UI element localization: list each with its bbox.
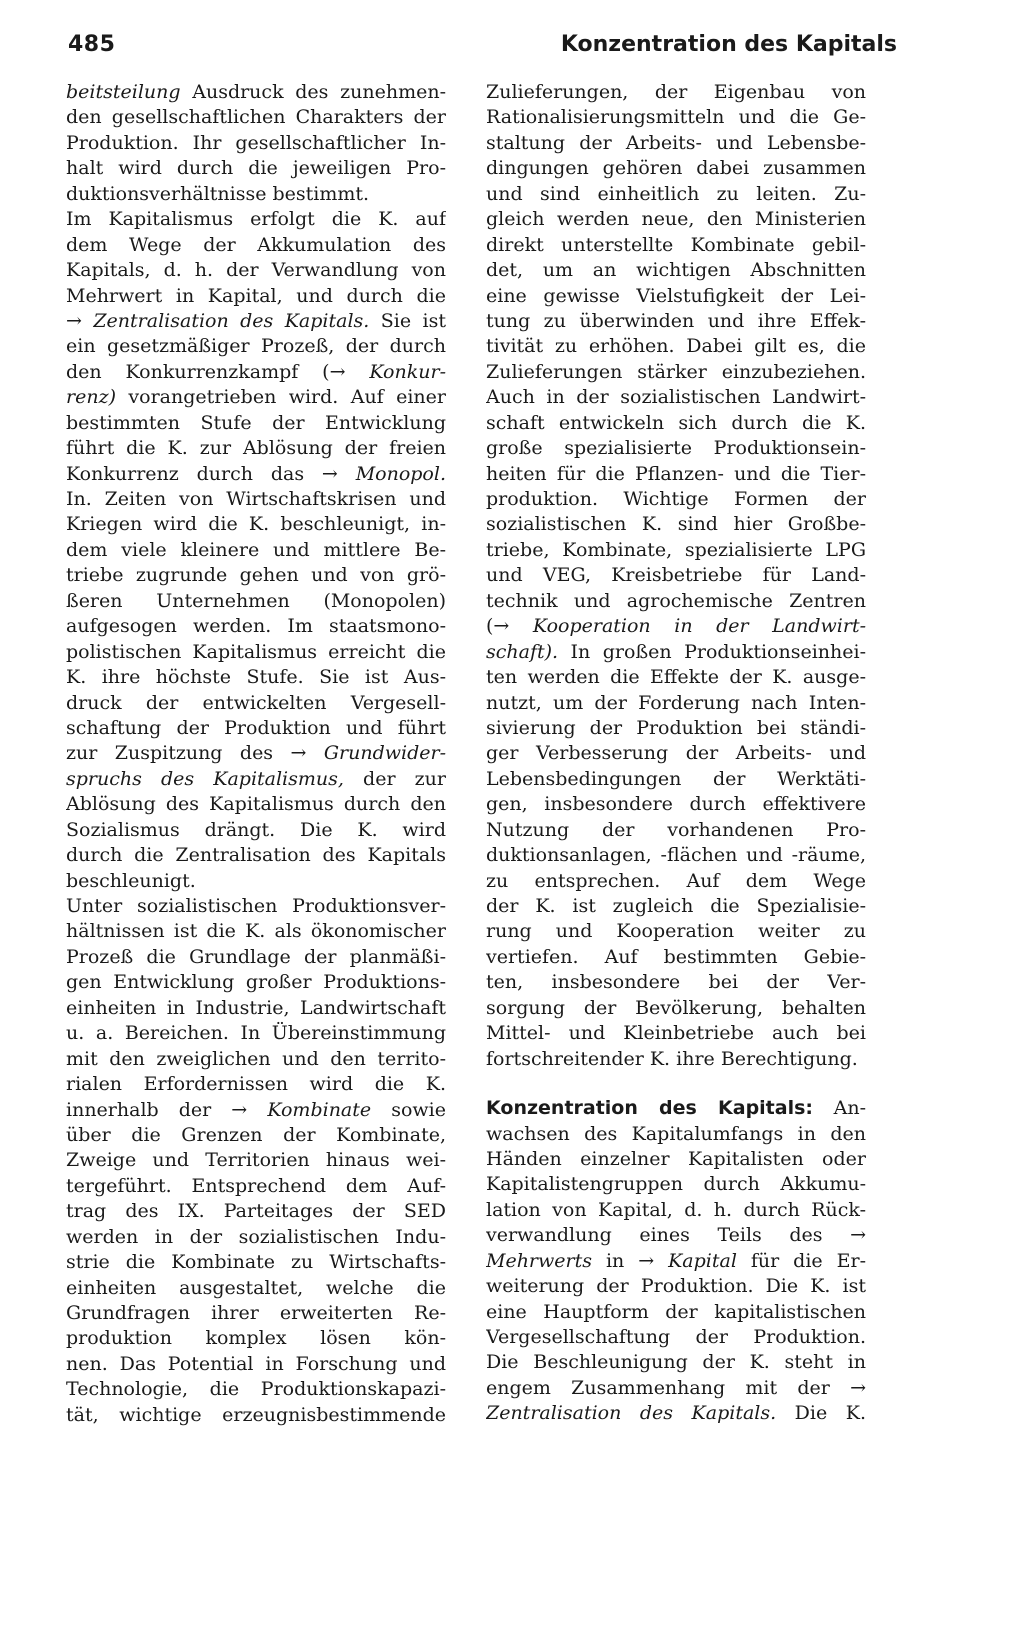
text-run: Vergesellschaftung der Produktion. [486,1326,866,1348]
text-run: Produktion. Ihr gesellschaftlicher In- [66,131,446,154]
text-line [486,1274,866,1299]
text-line [486,80,866,105]
cross-reference: Mehrwerts [486,1249,592,1272]
text-line [486,1096,866,1121]
text-run: ten, insbesondere bei der Ver- [486,971,866,994]
text-line [66,360,446,385]
text-line [66,1250,446,1275]
text-run: und sind einheitlich zu leiten. Zu- [486,182,866,205]
text-line [486,640,866,665]
text-line [486,691,866,716]
text-run: einheiten ausgestaltet, welche die [66,1276,446,1299]
text-run: mit den zweiglichen und den territo- [66,1047,446,1070]
text-run: schaft entwickeln sich durch die K. [486,411,866,434]
text-run: dingungen gehören dabei zusammen [486,157,866,180]
text-line [66,131,446,156]
cross-reference: Grundwider- [323,742,446,765]
text-run: Ablösung des Kapitalismus durch den [66,793,446,816]
text-line [66,385,446,410]
entry-headword: Konzentration des Kapitals: [486,1097,814,1120]
text-run: Grundfragen ihrer erweiterten Re- [66,1302,446,1324]
text-run: dem viele kleinere und mittlere Be- [66,538,446,561]
text-line [486,792,866,817]
text-run: hältnissen ist die K. als ökonomischer [66,920,446,943]
text-line [66,156,446,181]
text-run: gen, insbesondere durch effektivere [486,793,866,816]
text-run: Prozeß die Grundlage der planmäßi- [66,945,446,968]
text-line [486,843,866,868]
text-line [66,716,446,741]
page-number: 485 [68,32,116,57]
text-line [486,1401,866,1426]
text-run: ein gesetzmäßiger Prozeß, der durch [66,335,446,358]
text-run: Sie ist [369,309,446,332]
text-line [486,207,866,232]
text-line [66,411,446,436]
text-line [486,385,866,410]
text-run: tivität zu erhöhen. Dabei gilt es, die [486,335,866,358]
text-run: für die Er- [736,1249,866,1272]
text-run: produktion komplex lösen kön- [66,1327,446,1350]
text-line [486,233,866,258]
text-run: gleich werden neue, den Ministerien [486,208,866,231]
text-run: det, um an wichtigen Abschnitten [486,259,866,282]
text-line [66,945,446,970]
text-line [66,1174,446,1199]
text-run: in → [592,1249,669,1272]
text-run: und VEG, Kreisbetriebe für Land- [486,564,866,587]
text-run: sorgung der Bevölkerung, behalten [486,996,866,1019]
text-line [66,1301,446,1326]
text-line [66,869,446,894]
text-run: direkt unterstellte Kombinate gebil- [486,233,866,256]
text-line [66,919,446,944]
text-line [486,945,866,970]
text-run: druck der entwickelten Vergesell- [66,691,446,714]
text-line [66,843,446,868]
text-run: sozialistischen K. sind hier Großbe- [486,513,866,536]
text-run: aufgesogen werden. Im staatsmono- [66,615,446,638]
text-run: große spezialisierte Produktionsein- [486,437,866,460]
text-run: Technologie, die Produktionskapazi- [66,1378,446,1401]
cross-reference: beitsteilung [66,81,181,103]
text-line [486,665,866,690]
text-run: der K. ist zugleich die Spezialisie- [486,895,866,917]
text-line [66,1199,446,1224]
text-line [486,1172,866,1197]
text-line [66,538,446,563]
text-run: Unter sozialistischen Produktionsver- [66,895,446,917]
text-run: → [66,309,94,332]
cross-reference: renz) [66,386,116,409]
text-run: Die Beschleunigung der K. steht in [486,1351,866,1374]
cross-reference: Kombinate [267,1098,372,1121]
text-run: fortschreitender K. ihre Berechtigung. [486,1047,858,1070]
text-run: Kapitals, d. h. der Verwandlung von [66,259,446,282]
text-run: Auch in der sozialistischen Landwirt- [486,386,866,409]
text-line [486,741,866,766]
text-line [486,716,866,741]
text-line [66,894,446,919]
text-line [486,1376,866,1401]
text-run: Konkurrenz durch das → [66,462,356,485]
running-head: Konzentration des Kapitals [560,32,897,57]
text-run: weiterung der Produktion. Die K. ist [486,1275,866,1298]
text-run: rialen Erfordernissen wird die K. [66,1073,446,1096]
text-run: Kapitalistengruppen durch Akkumu- [486,1173,866,1196]
text-line [66,284,446,309]
text-line [66,1098,446,1123]
text-run: vorangetrieben wird. Auf einer [116,386,446,409]
text-run: Zulieferungen stärker einzubeziehen. [486,360,866,383]
cross-reference: Zentralisation des Kapitals. [486,1402,777,1425]
text-run: lation von Kapital, d. h. durch Rück- [486,1198,866,1221]
text-line [486,309,866,334]
text-line [66,512,446,537]
text-line [486,869,866,894]
text-line [486,131,866,156]
text-line [486,996,866,1021]
text-run: Ausdruck des zunehmen- [180,81,446,103]
text-line [486,1350,866,1375]
text-run: engem Zusammenhang mit der → [486,1376,866,1399]
text-line [66,640,446,665]
text-line [486,1021,866,1046]
text-run: In. Zeiten von Wirtschaftskrisen und [66,488,446,510]
text-line [486,436,866,461]
text-line [66,665,446,690]
text-line [66,818,446,843]
text-run: einheiten in Industrie, Landwirtschaft [66,996,446,1019]
text-line [486,258,866,283]
text-line [486,1249,866,1274]
text-run: der zur [343,767,446,790]
text-run: duktionsverhältnisse bestimmt. [66,182,370,205]
text-line [66,1072,446,1097]
text-line [486,970,866,995]
text-line [486,411,866,436]
text-run: technik und agrochemische Zentren [486,589,866,612]
text-line [486,538,866,563]
text-line [486,767,866,792]
text-run: den gesellschaftlichen Charakters der [66,106,446,129]
text-line [486,105,866,130]
text-line [66,1225,446,1250]
text-line [486,284,866,309]
text-run: strie die Kombinate zu Wirtschafts- [66,1251,446,1274]
text-line [66,614,446,639]
text-line [66,741,446,766]
text-run: dem Wege der Akkumulation des [66,233,446,256]
text-run: vertiefen. Auf bestimmten Gebie- [486,945,866,968]
text-line [66,182,446,207]
text-line [486,487,866,512]
text-run: produktion. Wichtige Formen der [486,488,866,510]
right-text-column [486,80,866,1427]
text-line [486,1198,866,1223]
text-run: triebe zugrunde gehen und von grö- [66,564,446,587]
text-line [66,970,446,995]
text-run: duktionsanlagen, -flächen und -räume, [486,844,866,867]
cross-reference: schaft). [486,640,559,663]
cross-reference: Monopol. [355,462,446,485]
text-run: Mittel- und Kleinbetriebe auch bei [486,1022,866,1045]
text-run: zu entsprechen. Auf dem Wege [486,869,866,892]
text-run: sivierung der Produktion bei ständi- [486,716,866,739]
text-run: Mehrwert in Kapital, und durch die [66,284,446,307]
paragraph-gap [486,1072,866,1096]
text-line [66,1352,446,1377]
text-run: durch die Zentralisation des Kapitals [66,844,446,867]
text-line [486,512,866,537]
text-line [486,894,866,919]
text-run: verwandlung eines Teils des → [486,1224,866,1247]
text-run: nen. Das Potential in Forschung und [66,1352,446,1375]
text-run: Händen einzelner Kapitalisten oder [486,1147,866,1170]
text-line [66,462,446,487]
text-run: (→ [486,615,533,638]
text-run: K. ihre höchste Stufe. Sie ist Aus- [66,666,446,689]
text-run: u. a. Bereichen. In Übereinstimmung [66,1022,446,1045]
text-line [486,1122,866,1147]
text-line [66,487,446,512]
text-line [486,1047,866,1072]
text-run: bestimmten Stufe der Entwicklung [66,411,446,434]
text-run: Kriegen wird die K. beschleunigt, in- [66,513,446,536]
text-run: Zweige und Territorien hinaus wei- [66,1149,446,1172]
text-line [486,1147,866,1172]
text-line [66,1377,446,1402]
text-run: innerhalb der → [66,1098,268,1121]
text-line [66,1123,446,1148]
cross-reference: Kapital [668,1249,737,1272]
text-run: heiten für die Pflanzen- und die Tier- [486,462,866,485]
text-run: Die K. [776,1402,866,1425]
text-line [486,589,866,614]
text-line [486,1325,866,1350]
text-line [486,1300,866,1325]
text-line [486,818,866,843]
text-run: polistischen Kapitalismus erreicht die [66,640,446,663]
text-line [66,436,446,461]
text-line [486,563,866,588]
text-run: trag des IX. Parteitages der SED [66,1200,446,1223]
text-line [66,691,446,716]
cross-reference: spruchs des Kapitalismus, [66,767,344,790]
text-run: über die Grenzen der Kombinate, [66,1123,446,1146]
text-line [66,1021,446,1046]
text-run: beschleunigt. [66,869,196,892]
text-line [66,1403,446,1428]
text-line [66,105,446,130]
text-line [66,996,446,1021]
cross-reference: Zentralisation des Kapitals. [93,309,370,332]
text-run: tergeführt. Entsprechend dem Auf- [66,1174,446,1197]
text-run: schaftung der Produktion und führt [66,716,446,739]
text-run: zur Zuspitzung des → [66,742,324,765]
text-run: halt wird durch die jeweiligen Pro- [66,157,446,180]
text-line [486,156,866,181]
text-line [66,1047,446,1072]
text-run: führt die K. zur Ablösung der freien [66,437,446,460]
text-line [66,792,446,817]
cross-reference: Konkur- [369,360,446,383]
text-run: rung und Kooperation weiter zu [486,920,866,943]
text-line [66,563,446,588]
text-line [486,614,866,639]
text-run: Sozialismus drängt. Die K. wird [66,818,446,841]
text-line [486,1223,866,1248]
text-line [66,1148,446,1173]
text-run: eine Hauptform der kapitalistischen [486,1300,866,1323]
text-line [66,207,446,232]
text-run: Zulieferungen, der Eigenbau von [486,81,866,103]
text-run: triebe, Kombinate, spezialisierte LPG [486,538,866,561]
text-line [66,1276,446,1301]
text-line [486,334,866,359]
text-run: In großen Produktionseinhei- [558,640,866,663]
text-run: tät, wichtige erzeugnisbestimmende [66,1403,446,1426]
text-run: Im Kapitalismus erfolgt die K. auf [66,208,446,231]
text-line [66,233,446,258]
text-run: Nutzung der vorhandenen Pro- [486,818,866,841]
text-run: staltung der Arbeits- und Lebensbe- [486,131,866,154]
text-line [66,1326,446,1351]
text-run: An- [813,1097,866,1120]
text-run: Lebensbedingungen der Werktäti- [486,767,866,790]
text-run: gen Entwicklung großer Produktions- [66,971,446,994]
text-line [66,767,446,792]
cross-reference: Kooperation in der Landwirt- [532,615,866,638]
text-run: Rationalisierungsmitteln und die Ge- [486,106,866,129]
text-line [66,258,446,283]
text-run: werden in der sozialistischen Indu- [66,1225,446,1248]
text-run: ger Verbesserung der Arbeits- und [486,742,866,765]
text-run: ten werden die Effekte der K. ausge- [486,666,866,689]
text-line [486,360,866,385]
text-run: nutzt, um der Forderung nach Inten- [486,691,866,714]
text-run: tung zu überwinden und ihre Effek- [486,309,866,332]
text-run: wachsen des Kapitalumfangs in den [486,1122,866,1145]
text-run: ßeren Unternehmen (Monopolen) [66,589,446,612]
text-run: den Konkurrenzkampf (→ [66,360,370,383]
text-line [486,462,866,487]
text-line [66,334,446,359]
text-run: eine gewisse Vielstufigkeit der Lei- [486,284,866,307]
text-line [486,182,866,207]
text-run: sowie [371,1098,446,1121]
text-line [486,919,866,944]
text-line [66,589,446,614]
text-line [66,309,446,334]
text-line [66,80,446,105]
left-text-column [66,80,446,1428]
